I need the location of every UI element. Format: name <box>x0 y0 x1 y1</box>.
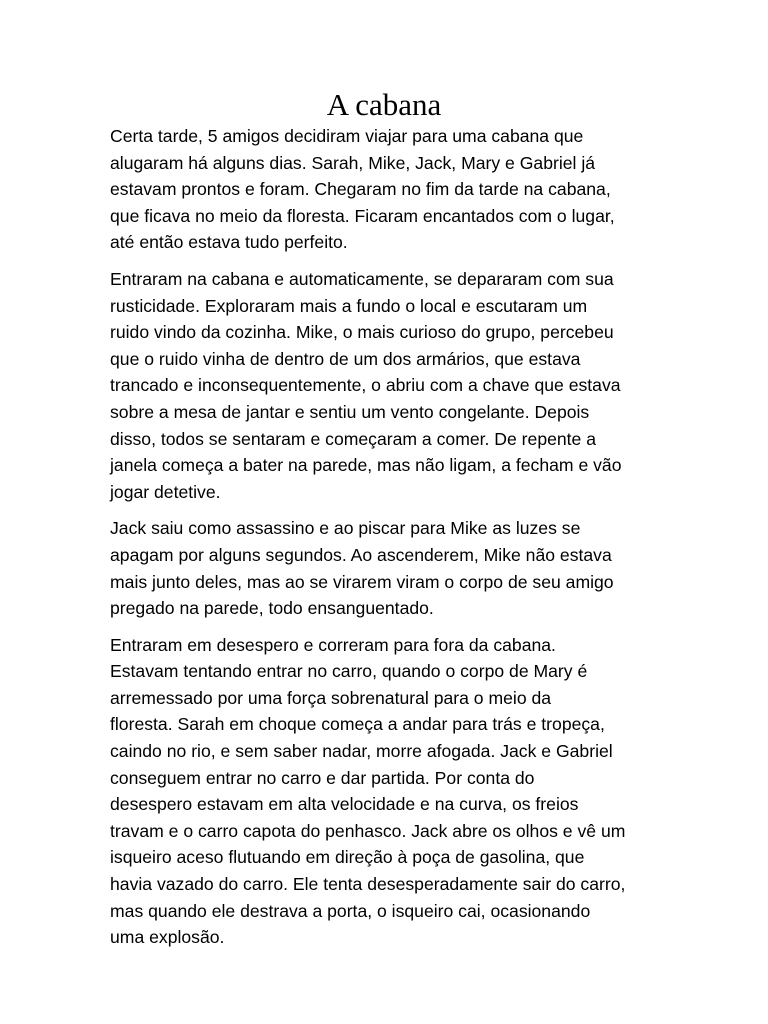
text-line: estavam prontos e foram. Chegaram no fim da tarde na cabana, <box>110 179 611 200</box>
paragraph-4 <box>110 632 666 951</box>
text-line: que ficava no meio da floresta. Ficaram encantados com o lugar, <box>110 205 615 226</box>
text-line: jogar detetive. <box>110 481 221 502</box>
text-line: isqueiro aceso flutuando em direção à poça de gasolina, que <box>110 847 585 868</box>
text-line: disso, todos se sentaram e começaram a comer. De repente a <box>110 428 597 449</box>
text-line: sobre a mesa de jantar e sentiu um vento congelante. Depois <box>110 401 590 422</box>
text-line: havia vazado do carro. Ele tenta desesperadamente sair do carro, <box>110 874 626 895</box>
text-line: ruido vindo da cozinha. Mike, o mais curioso do grupo, percebeu <box>110 322 614 343</box>
text-line: Certa tarde, 5 amigos decidiram viajar para uma cabana que <box>110 126 584 146</box>
text-line: uma explosão. <box>110 927 225 948</box>
text-line: pregado na parede, todo ensanguentado. <box>110 598 434 619</box>
text-line: travam e o carro capota do penhasco. Jack abre os olhos e vê um <box>110 820 626 841</box>
text-line: Jack saiu como assassino e ao piscar para Mike as luzes se <box>110 518 581 539</box>
paragraph-3 <box>110 515 666 621</box>
text-line: mas quando ele destrava a porta, o isqueiro cai, ocasionando <box>110 900 591 921</box>
text-line: trancado e inconsequentemente, o abriu com a chave que estava <box>110 375 621 396</box>
text-line: até então estava tudo perfeito. <box>110 232 348 253</box>
text-line: Entraram em desespero e correram para fora da cabana. <box>110 634 556 655</box>
text-line: que o ruido vinha de dentro de um dos armários, que estava <box>110 348 581 369</box>
document-title: A cabana <box>326 87 442 122</box>
text-line: apagam por alguns segundos. Ao ascenderem, Mike não estava <box>110 544 612 565</box>
document-body <box>110 123 666 961</box>
text-line: conseguem entrar no carro e dar partida. Por conta do <box>110 767 535 788</box>
text-line: desespero estavam em alta velocidade e na curva, os freios <box>110 794 579 815</box>
text-line: arremessado por uma força sobrenatural para o meio da <box>110 687 552 708</box>
text-line: mais junto deles, mas ao se virarem viram o corpo de seu amigo <box>110 571 614 592</box>
text-line: alugaram há alguns dias. Sarah, Mike, Jack, Mary e Gabriel já <box>110 152 596 173</box>
paragraph-2 <box>110 266 666 505</box>
paragraph-1 <box>110 123 666 256</box>
text-line: Estavam tentando entrar no carro, quando o corpo de Mary é <box>110 661 588 682</box>
text-line: Entraram na cabana e automaticamente, se depararam com sua <box>110 268 614 289</box>
text-line: rusticidade. Exploraram mais a fundo o local e escutaram um <box>110 295 588 316</box>
text-line: caindo no rio, e sem saber nadar, morre afogada. Jack e Gabriel <box>110 741 613 762</box>
text-line: floresta. Sarah em choque começa a andar para trás e tropeça, <box>110 714 605 735</box>
text-line: janela começa a bater na parede, mas não ligam, a fecham e vão <box>110 455 622 476</box>
